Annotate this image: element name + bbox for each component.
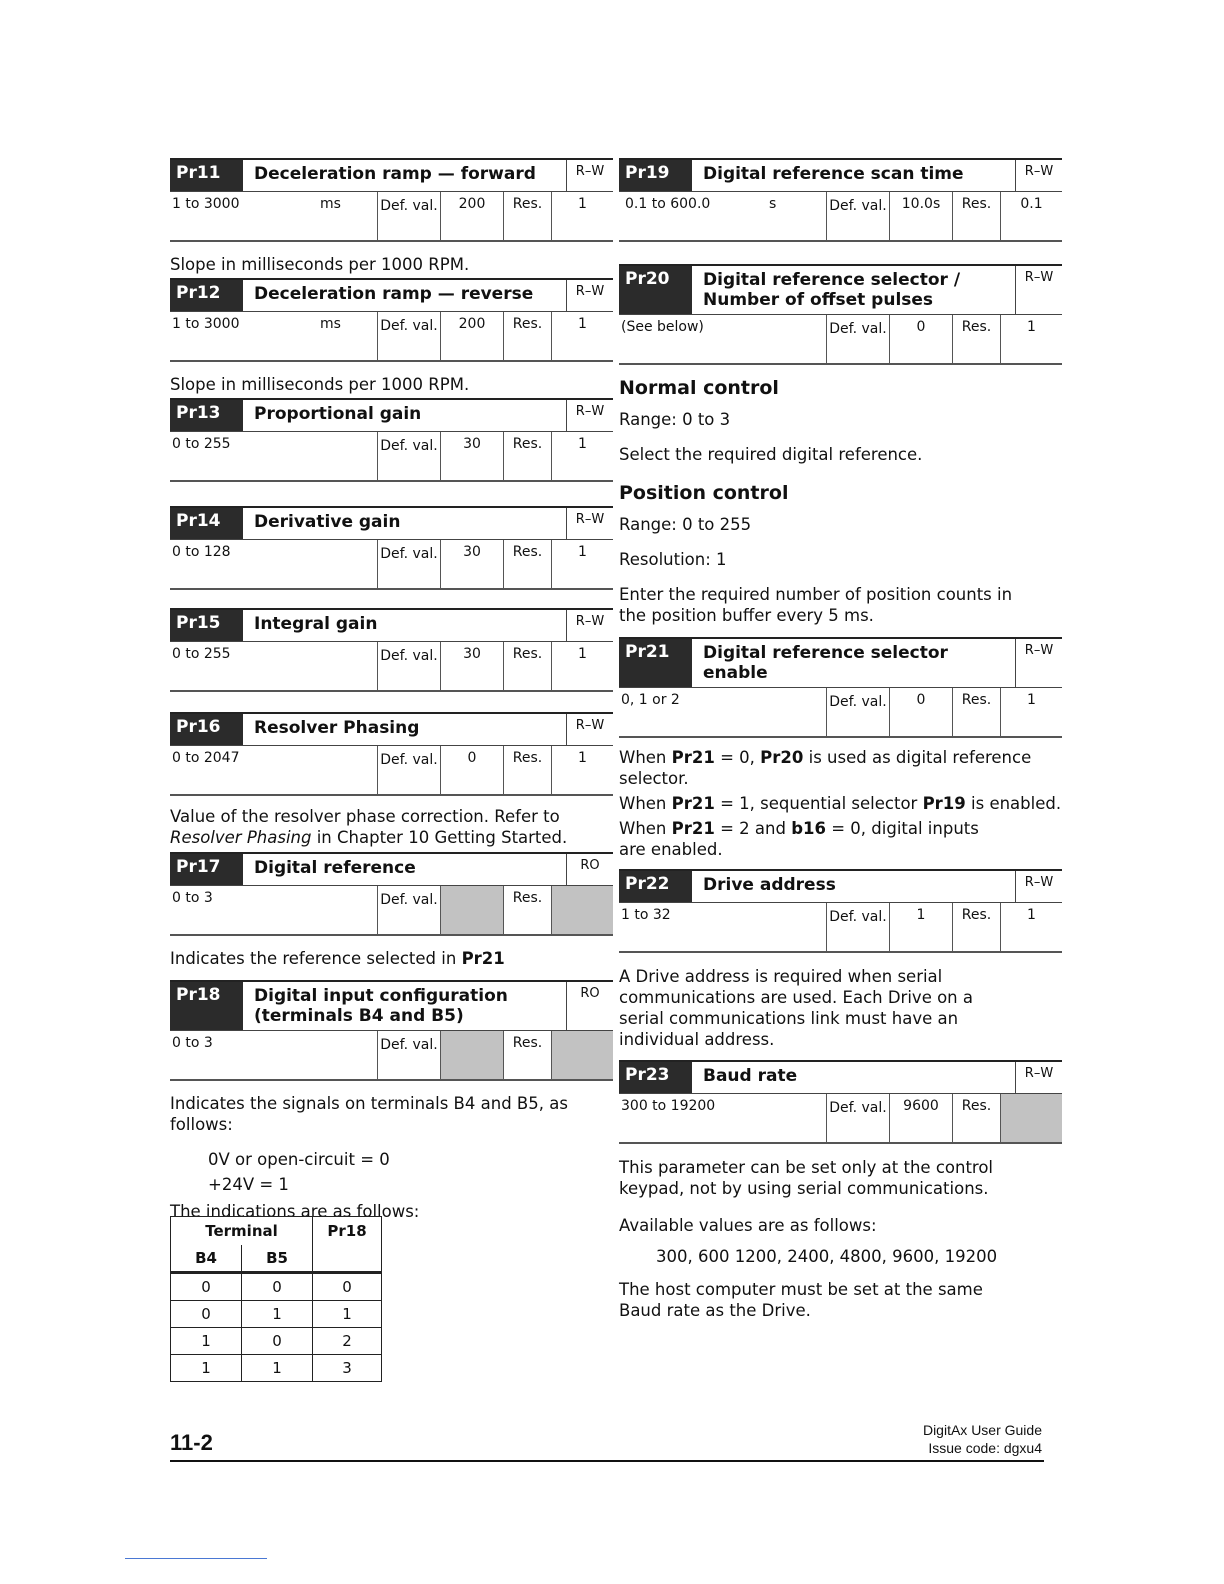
default-label: Def. val. <box>377 540 441 588</box>
param-name-line2: (terminals B4 and B5) <box>254 1006 464 1026</box>
param-description: Indicates the signals on terminals B4 and B5, as follows: <box>170 1094 568 1134</box>
resolution-value: 1 <box>1027 692 1036 708</box>
default-value: 30 <box>441 642 504 690</box>
truth-table <box>170 1216 382 1382</box>
default-value: 9600 <box>890 1094 953 1142</box>
signal-levels <box>170 1147 613 1197</box>
param-range: 1 to 3000 <box>172 316 240 332</box>
param-description: This parameter can be set only at the control keypad, not by using serial communications. <box>619 1158 994 1198</box>
default-label: Def. val. <box>826 1094 890 1142</box>
cell-b4: 0 <box>171 1301 242 1328</box>
pr21-when-0 <box>619 747 1039 789</box>
position-range: Range: 0 to 255 <box>619 515 752 534</box>
text: When <box>619 748 672 767</box>
default-value: 0 <box>890 315 953 363</box>
param-description <box>170 948 613 969</box>
param-number: Pr20 <box>619 266 695 314</box>
cell-b4: 0 <box>171 1273 242 1301</box>
baud-values: 300, 600 1200, 2400, 4800, 9600, 19200 <box>656 1247 998 1266</box>
text: When <box>619 794 672 813</box>
guide-title: DigitAx User Guide <box>922 1422 1042 1438</box>
footer-rule <box>170 1460 1044 1462</box>
param-access: R–W <box>1024 1066 1054 1081</box>
cell-b4: 1 <box>171 1328 242 1355</box>
text: = 2 and <box>714 819 792 838</box>
param-number: Pr11 <box>170 160 246 191</box>
param-name-line1: Digital reference selector <box>703 643 948 663</box>
param-description: Available values are as follows: <box>619 1216 877 1235</box>
param-range: 0 to 255 <box>172 436 231 452</box>
position-resolution: Resolution: 1 <box>619 550 727 569</box>
param-access: R–W <box>1024 643 1054 658</box>
signal-high: +24V = 1 <box>208 1175 289 1194</box>
description-italic: Resolver Phasing <box>170 828 312 847</box>
table-header-b5: B5 <box>242 1245 313 1273</box>
default-label: Def. val. <box>377 432 441 480</box>
param-range: 0 to 255 <box>172 646 231 662</box>
param-range: 0, 1 or 2 <box>621 692 680 708</box>
resolution-value: 1 <box>578 196 587 212</box>
resolution-label: Res. <box>504 886 552 934</box>
default-value: 0 <box>441 746 504 794</box>
issue-code: Issue code: dgxu4 <box>928 1440 1042 1456</box>
param-access: R–W <box>575 718 605 733</box>
cell-b5: 0 <box>242 1328 313 1355</box>
param-ref: Pr21 <box>671 794 715 813</box>
param-name: Integral gain <box>246 610 567 641</box>
param-number: Pr21 <box>619 639 695 687</box>
param-pr11 <box>170 158 613 242</box>
param-name: Digital reference <box>246 854 567 885</box>
cell-b5: 0 <box>242 1273 313 1301</box>
link-underline <box>125 1558 267 1559</box>
resolution-label: Res. <box>953 688 1001 736</box>
description-text: Value of the resolver phase correction. Refer to <box>170 807 560 826</box>
param-description: Slope in milliseconds per 1000 RPM. <box>170 255 470 274</box>
position-description: Enter the required number of position counts in the position buffer every 5 ms. <box>619 585 1013 625</box>
default-value: 30 <box>441 432 504 480</box>
param-name <box>695 266 1016 314</box>
cell-b5: 1 <box>242 1301 313 1328</box>
default-value: 0 <box>890 688 953 736</box>
param-number: Pr22 <box>619 871 695 902</box>
param-pr23 <box>619 1060 1062 1144</box>
section-title-position: Position control <box>619 482 789 504</box>
param-range: 0 to 3 <box>172 890 213 906</box>
param-unit: ms <box>320 316 341 332</box>
table-header-terminal: Terminal <box>171 1217 313 1246</box>
param-access: R–W <box>575 614 605 629</box>
cell-b5: 1 <box>242 1355 313 1382</box>
param-range: 0 to 3 <box>172 1035 213 1051</box>
param-pr21 <box>619 637 1062 738</box>
table-header-b4: B4 <box>171 1245 242 1273</box>
param-access: R–W <box>1024 875 1054 890</box>
param-pr12 <box>170 278 613 362</box>
default-value <box>441 886 504 934</box>
param-pr13 <box>170 398 613 482</box>
resolution-label: Res. <box>504 1031 552 1079</box>
default-value: 10.0s <box>890 192 953 240</box>
resolution-value <box>1001 1094 1062 1142</box>
param-access: R–W <box>575 404 605 419</box>
param-number: Pr13 <box>170 400 246 431</box>
param-pr15 <box>170 608 613 692</box>
param-description: A Drive address is required when serial communications are used. Each Drive on a serial communications link must have an individual address. <box>619 967 973 1049</box>
default-label: Def. val. <box>377 746 441 794</box>
param-pr22 <box>619 869 1062 953</box>
resolution-label: Res. <box>953 903 1001 951</box>
param-access: R–W <box>575 164 605 179</box>
default-label: Def. val. <box>377 886 441 934</box>
resolution-value <box>552 886 613 934</box>
param-ref: Pr21 <box>671 819 715 838</box>
param-name: Deceleration ramp — reverse <box>246 280 567 311</box>
footer-guide-info <box>923 1421 1042 1457</box>
param-ref: Pr21 <box>671 748 715 767</box>
resolution-label: Res. <box>504 432 552 480</box>
param-name-line1: Digital reference selector / <box>703 270 961 290</box>
default-value <box>441 1031 504 1079</box>
cell-pr18: 3 <box>313 1355 382 1382</box>
param-ref: b16 <box>791 819 826 838</box>
resolution-label: Res. <box>504 746 552 794</box>
param-access: R–W <box>575 512 605 527</box>
param-name: Resolver Phasing <box>246 714 567 745</box>
default-value: 1 <box>890 903 953 951</box>
resolution-label: Res. <box>504 192 552 240</box>
resolution-value: 1 <box>1027 319 1036 335</box>
param-access: RO <box>580 858 600 873</box>
param-name: Deceleration ramp — forward <box>246 160 567 191</box>
default-label: Def. val. <box>826 903 890 951</box>
param-access: R–W <box>1024 270 1054 285</box>
param-name-line2: Number of offset pulses <box>703 290 934 310</box>
text: = 0, <box>714 748 761 767</box>
resolution-label: Res. <box>504 642 552 690</box>
default-value: 30 <box>441 540 504 588</box>
param-ref: Pr19 <box>922 794 966 813</box>
param-range: 1 to 3000 <box>172 196 240 212</box>
param-number: Pr17 <box>170 854 246 885</box>
param-number: Pr23 <box>619 1062 695 1093</box>
description-text: in Chapter 10 Getting Started. <box>311 828 568 847</box>
param-name: Proportional gain <box>246 400 567 431</box>
table-header-pr18: Pr18 <box>313 1217 382 1246</box>
table-header-empty <box>313 1245 382 1273</box>
section-title-normal: Normal control <box>619 377 779 399</box>
resolution-label: Res. <box>953 315 1001 363</box>
right-column <box>619 158 1062 1321</box>
normal-range: Range: 0 to 3 <box>619 410 731 429</box>
param-pr19 <box>619 158 1062 242</box>
param-range: 1 to 32 <box>621 907 671 923</box>
param-unit: ms <box>320 196 341 212</box>
cell-pr18: 2 <box>313 1328 382 1355</box>
param-number: Pr15 <box>170 610 246 641</box>
param-pr16 <box>170 712 613 796</box>
param-description: The host computer must be set at the same Baud rate as the Drive. <box>619 1280 983 1320</box>
param-name: Baud rate <box>695 1062 1016 1093</box>
resolution-label: Res. <box>504 312 552 360</box>
text: = 0, digital inputs are enabled. <box>619 819 979 859</box>
resolution-value <box>552 1031 613 1079</box>
text: is enabled. <box>965 794 1062 813</box>
resolution-value: 1 <box>578 544 587 560</box>
default-label: Def. val. <box>826 192 890 240</box>
table-row <box>171 1328 382 1355</box>
param-name-line2: enable <box>703 663 768 683</box>
param-pr20 <box>619 264 1062 365</box>
param-name-line1: Digital input configuration <box>254 986 508 1006</box>
pr21-when-2 <box>619 818 1009 860</box>
param-access: RO <box>580 986 600 1001</box>
param-pr18 <box>170 980 613 1081</box>
default-value: 200 <box>441 312 504 360</box>
signal-low: 0V or open-circuit = 0 <box>208 1150 390 1169</box>
param-range: (See below) <box>621 319 704 335</box>
default-label: Def. val. <box>826 315 890 363</box>
text: When <box>619 819 672 838</box>
default-label: Def. val. <box>377 312 441 360</box>
param-number: Pr16 <box>170 714 246 745</box>
resolution-value: 1 <box>578 646 587 662</box>
cell-b4: 1 <box>171 1355 242 1382</box>
resolution-value: 1 <box>578 436 587 452</box>
resolution-value: 0.1 <box>1020 196 1043 212</box>
default-label: Def. val. <box>377 192 441 240</box>
resolution-label: Res. <box>953 192 1001 240</box>
param-name: Digital reference scan time <box>695 160 1016 191</box>
param-pr14 <box>170 506 613 590</box>
page-number: 11-2 <box>170 1430 213 1455</box>
param-access: R–W <box>575 284 605 299</box>
param-number: Pr18 <box>170 982 246 1030</box>
param-name: Derivative gain <box>246 508 567 539</box>
text: = 1, sequential selector <box>714 794 923 813</box>
param-range: 0 to 2047 <box>172 750 240 766</box>
normal-description: Select the required digital reference. <box>619 445 923 464</box>
pr21-when-1 <box>619 793 1062 814</box>
param-range: 300 to 19200 <box>621 1098 716 1114</box>
table-row <box>171 1355 382 1382</box>
param-description <box>170 806 613 848</box>
table-row <box>171 1273 382 1301</box>
param-name: Drive address <box>695 871 1016 902</box>
resolution-value: 1 <box>578 750 587 766</box>
resolution-value: 1 <box>1027 907 1036 923</box>
param-ref: Pr21 <box>461 949 505 968</box>
param-name <box>695 639 1016 687</box>
default-label: Def. val. <box>377 1031 441 1079</box>
cell-pr18: 1 <box>313 1301 382 1328</box>
param-number: Pr12 <box>170 280 246 311</box>
param-range: 0.1 to 600.0 <box>625 196 711 212</box>
resolution-label: Res. <box>953 1094 1001 1142</box>
param-description: The indications are as follows: <box>170 1202 420 1221</box>
param-name <box>246 982 567 1030</box>
param-pr17 <box>170 852 613 936</box>
param-unit: s <box>769 196 777 212</box>
param-access: R–W <box>1024 164 1054 179</box>
param-description: Slope in milliseconds per 1000 RPM. <box>170 375 470 394</box>
left-column <box>170 158 613 1222</box>
text: is used as digital reference selector. <box>619 748 1032 788</box>
default-value: 200 <box>441 192 504 240</box>
resolution-label: Res. <box>504 540 552 588</box>
param-number: Pr19 <box>619 160 695 191</box>
default-label: Def. val. <box>826 688 890 736</box>
param-range: 0 to 128 <box>172 544 231 560</box>
default-label: Def. val. <box>377 642 441 690</box>
cell-pr18: 0 <box>313 1273 382 1301</box>
resolution-value: 1 <box>578 316 587 332</box>
table-row <box>171 1301 382 1328</box>
description-text: Indicates the reference selected in <box>170 949 462 968</box>
param-number: Pr14 <box>170 508 246 539</box>
param-ref: Pr20 <box>760 748 804 767</box>
